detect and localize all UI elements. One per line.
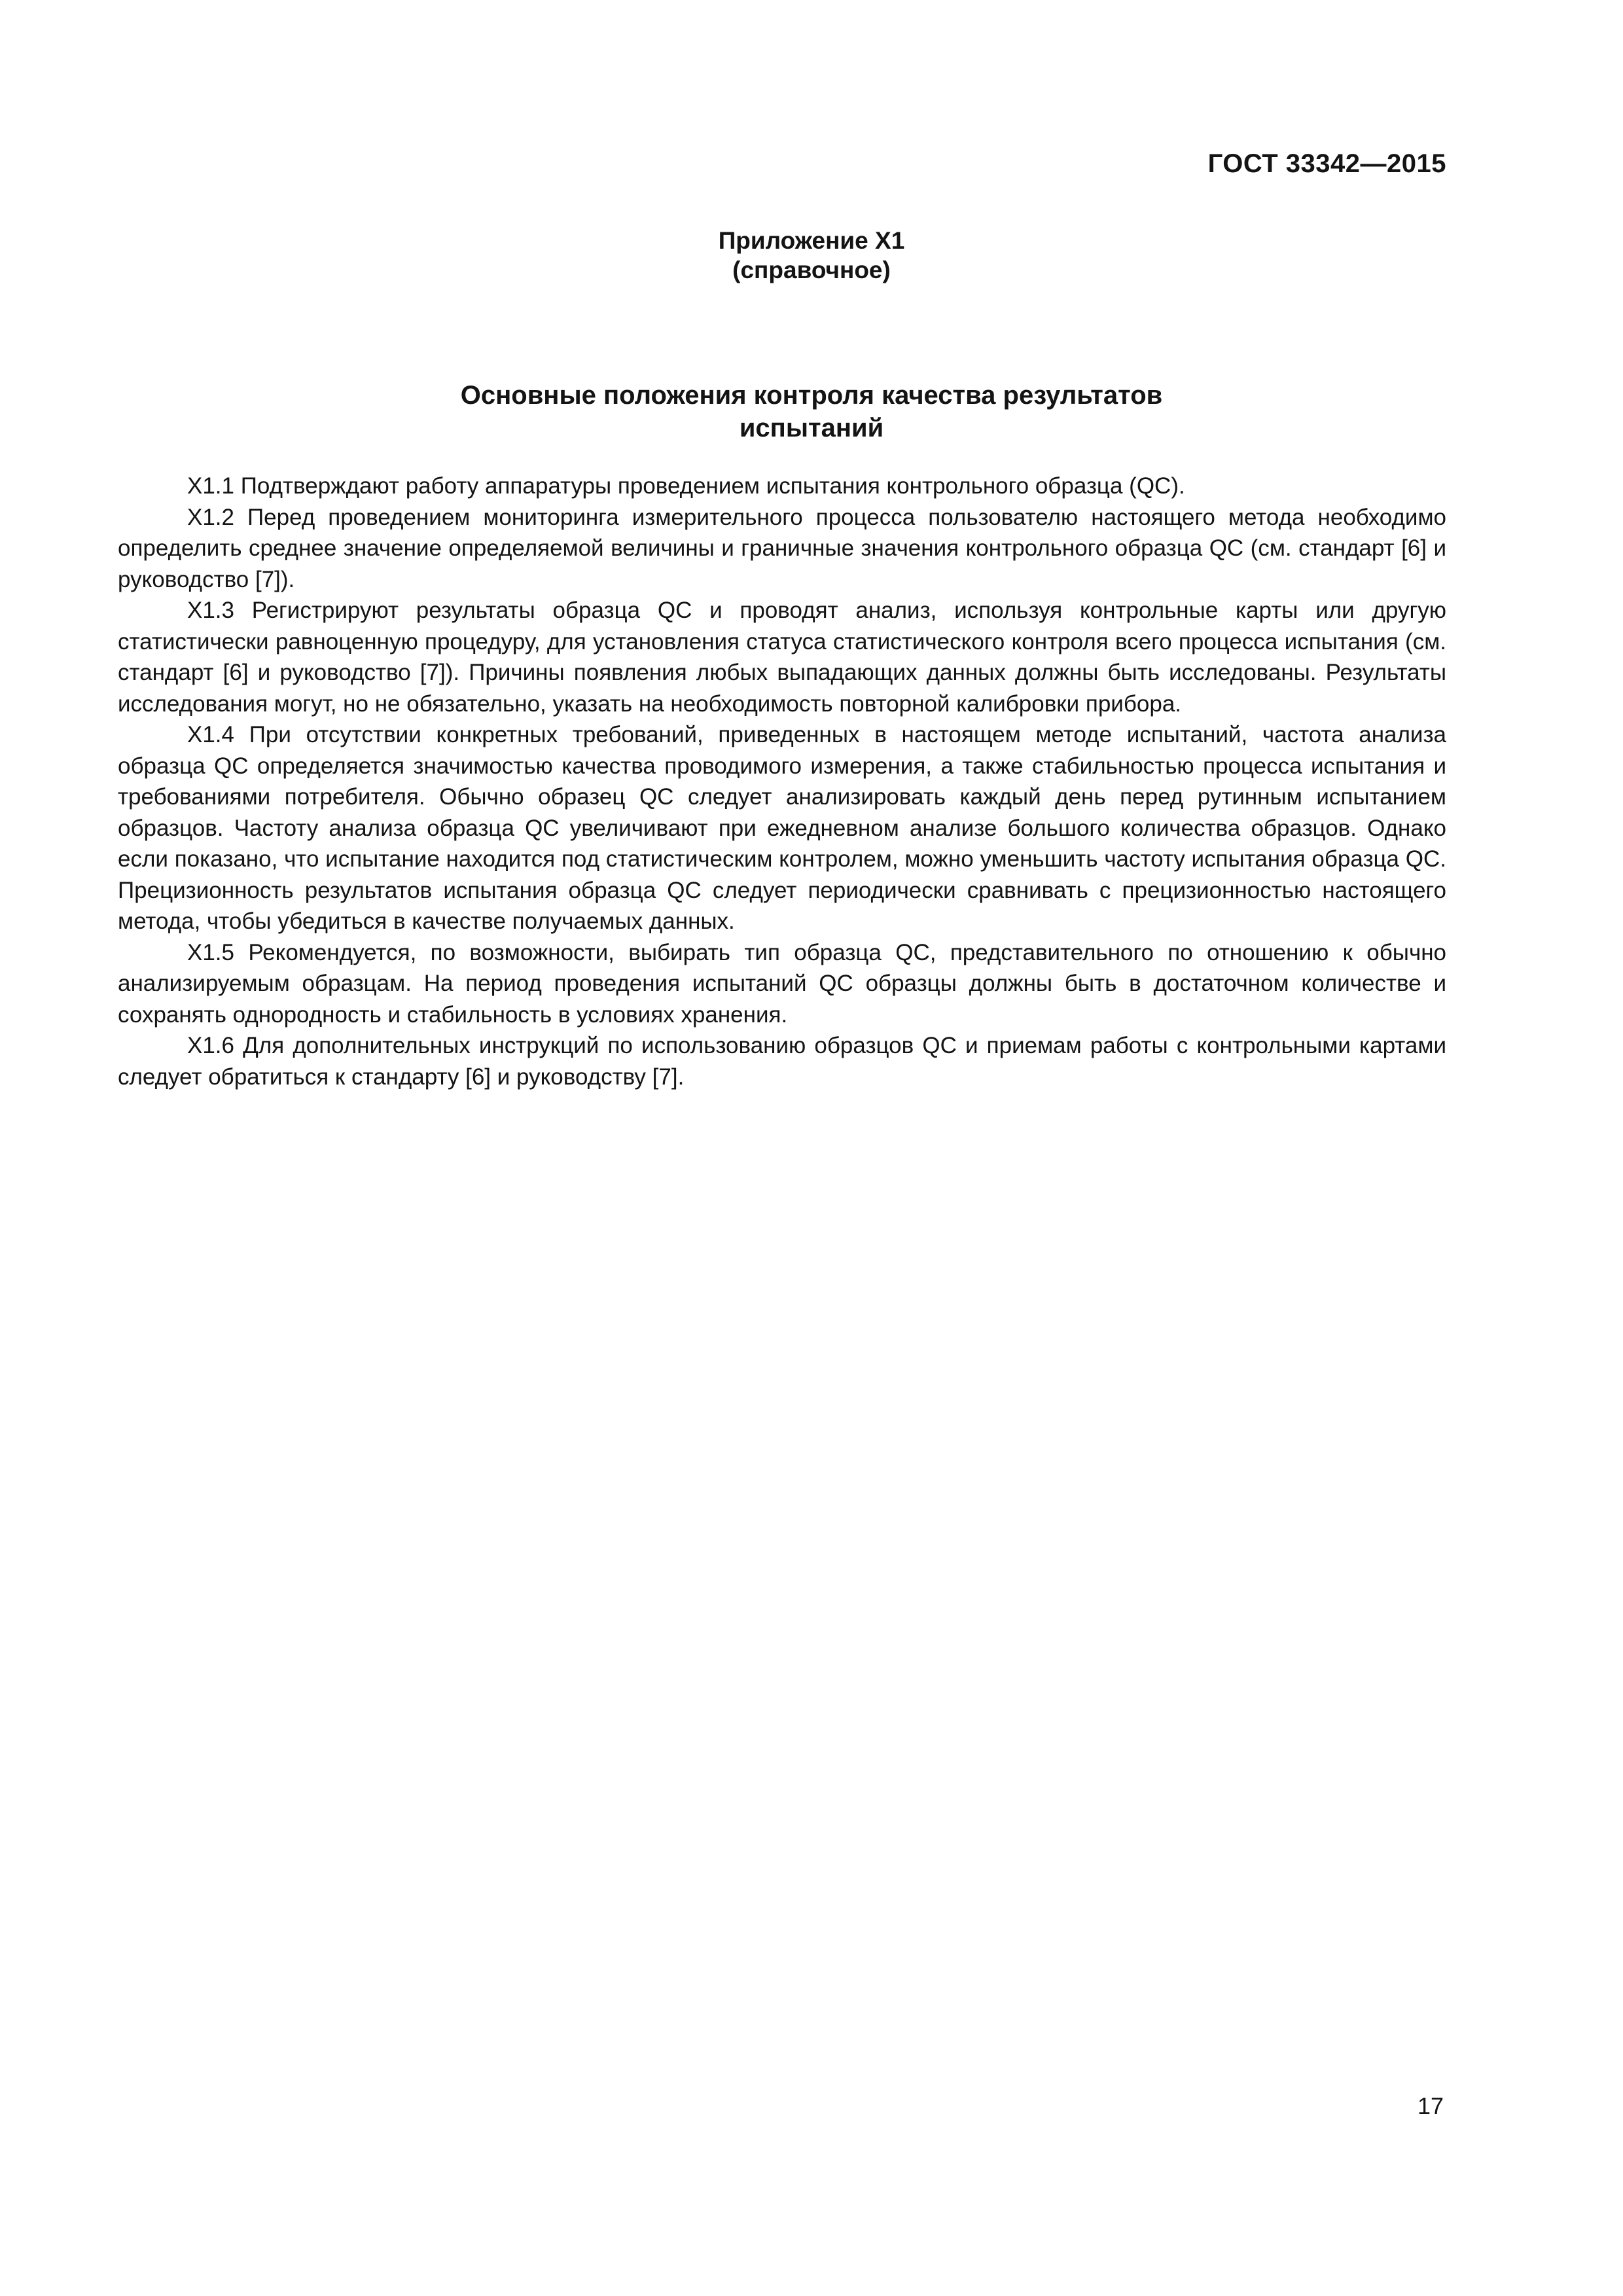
section-title [0, 379, 1623, 444]
annex-heading [0, 226, 1623, 285]
paragraph-x1-2: Х1.2 Перед проведением мониторинга измерительного процесса пользователю настоящего метода необходимо определить среднее значение определяемой величины и граничные значения контрольного образца QC (см. стандарт [6] и руководство [7]). [118, 504, 1446, 592]
annex-status: (справочное) [732, 257, 891, 283]
paragraph-x1-6: Х1.6 Для дополнительных инструкций по использованию образцов QC и приемам работы с контрольными картами следует обратиться к стандарту [6] и руководству [7]. [118, 1033, 1446, 1090]
paragraph-x1-4: Х1.4 При отсутствии конкретных требований, приведенных в настоящем методе испытаний, частота анализа образца QC определяется значимостью качества проводимого измерения, а также стабильностью процесса испытания и требованиями потребителя. Обычно образец QC следует анализировать каждый день перед рутинным испытанием образцов. Частоту анализа образца QC увеличивают при ежедневном анализе большого количества образцов. Однако если показано, что испытание находится под статистическим контролем, можно уменьшить частоту испытания образца QC. Прецизионность результатов испытания образца QC следует периодически сравнивать с прецизионностью настоящего метода, чтобы убедиться в качестве получаемых данных. [118, 722, 1446, 934]
paragraph-x1-1: Х1.1 Подтверждают работу аппаратуры проведением испытания контрольного образца (QC). [187, 473, 1185, 499]
paragraph-x1-5: Х1.5 Рекомендуется, по возможности, выбирать тип образца QC, представительного по отношению к обычно анализируемым образцам. На период проведения испытаний QC образцы должны быть в достаточном количестве и сохранять однородность и стабильность в условиях хранения. [118, 939, 1446, 1028]
section-title-line-2: испытаний [739, 414, 884, 442]
paragraph-x1-3: Х1.3 Регистрируют результаты образца QC и проводят анализ, используя контрольные карты или другую статистически равноценную процедуру, для установления статуса статистического контроля всего процесса испытания (см. стандарт [6] и руководство [7]). Причины появления любых выпадающих данных должны быть исследованы. Результаты исследования могут, но не обязательно, указать на необходимость повторной калибровки прибора. [118, 598, 1446, 717]
document-code: ГОСТ 33342—2015 [1207, 149, 1446, 178]
section-title-line-1: Основные положения контроля качества результатов [460, 381, 1163, 410]
page-number: 17 [1417, 2092, 1444, 2119]
body-text [118, 471, 1446, 1092]
annex-title: Приложение Х1 [718, 227, 905, 254]
